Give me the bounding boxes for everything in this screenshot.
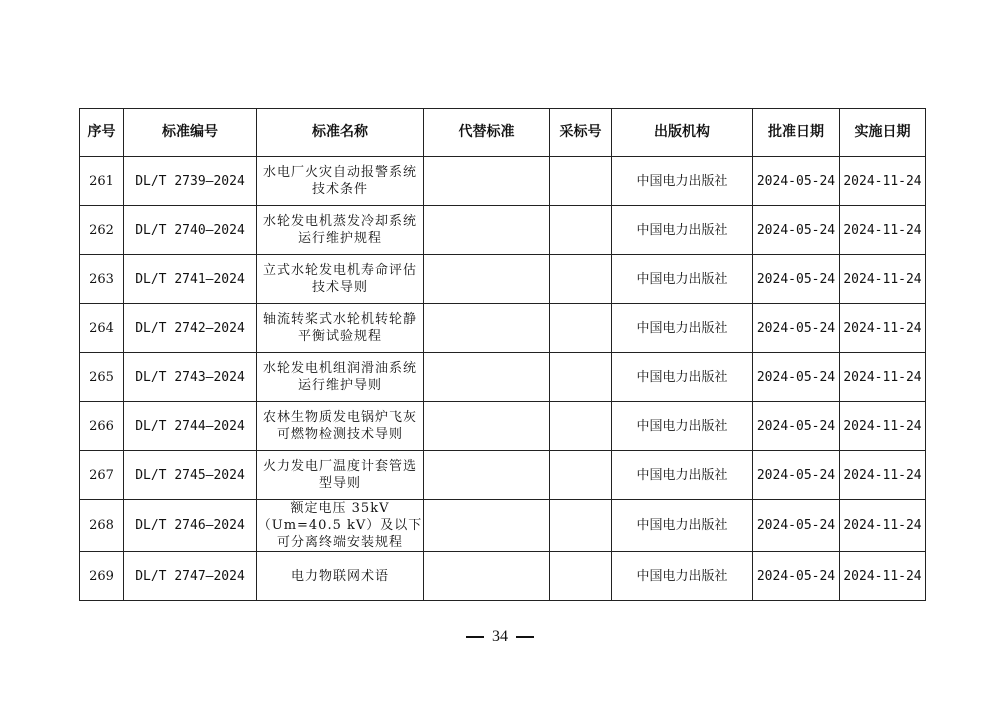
cell-replaces (424, 451, 550, 500)
table-row (80, 451, 926, 500)
cell-approve-date: 2024-05-24 (753, 402, 840, 451)
cell-adopted (550, 255, 612, 304)
header-approve-date: 批准日期 (753, 109, 840, 157)
cell-replaces (424, 500, 550, 552)
cell-name: 水轮发电机蒸发冷却系统运行维护规程 (257, 206, 424, 255)
cell-replaces (424, 206, 550, 255)
cell-adopted (550, 500, 612, 552)
cell-serial: 265 (80, 353, 124, 402)
cell-replaces (424, 304, 550, 353)
cell-publisher: 中国电力出版社 (612, 255, 753, 304)
cell-implement-date: 2024-11-24 (840, 552, 926, 601)
cell-approve-date: 2024-05-24 (753, 552, 840, 601)
cell-replaces (424, 402, 550, 451)
header-replaces: 代替标准 (424, 109, 550, 157)
cell-adopted (550, 353, 612, 402)
table-row (80, 500, 926, 552)
cell-replaces (424, 353, 550, 402)
cell-publisher: 中国电力出版社 (612, 402, 753, 451)
cell-serial: 268 (80, 500, 124, 552)
cell-adopted (550, 157, 612, 206)
page-footer (0, 628, 1000, 646)
cell-name: 额定电压 35kV（Um=40.5 kV）及以下可分离终端安装规程 (257, 501, 423, 550)
cell-implement-date: 2024-11-24 (840, 402, 926, 451)
cell-adopted (550, 206, 612, 255)
cell-replaces (424, 255, 550, 304)
cell-serial: 266 (80, 402, 124, 451)
cell-code: DL/T 2739—2024 (124, 157, 257, 206)
header-name: 标准名称 (257, 109, 424, 157)
cell-approve-date: 2024-05-24 (753, 206, 840, 255)
cell-name: 水轮发电机组润滑油系统运行维护导则 (257, 353, 424, 402)
cell-replaces (424, 552, 550, 601)
table-row (80, 157, 926, 206)
cell-approve-date: 2024-05-24 (753, 304, 840, 353)
table-row (80, 304, 926, 353)
cell-name: 农林生物质发电锅炉飞灰可燃物检测技术导则 (257, 402, 424, 451)
cell-serial: 269 (80, 552, 124, 601)
cell-publisher: 中国电力出版社 (612, 206, 753, 255)
cell-name: 水电厂火灾自动报警系统技术条件 (257, 157, 424, 206)
cell-code: DL/T 2747—2024 (124, 552, 257, 601)
cell-serial: 263 (80, 255, 124, 304)
cell-publisher: 中国电力出版社 (612, 451, 753, 500)
cell-code: DL/T 2742—2024 (124, 304, 257, 353)
header-serial: 序号 (80, 109, 124, 157)
cell-adopted (550, 552, 612, 601)
cell-implement-date: 2024-11-24 (840, 304, 926, 353)
standards-table (79, 108, 926, 601)
cell-adopted (550, 451, 612, 500)
dash-left (466, 636, 484, 638)
cell-approve-date: 2024-05-24 (753, 353, 840, 402)
cell-serial: 267 (80, 451, 124, 500)
table-row (80, 206, 926, 255)
cell-implement-date: 2024-11-24 (840, 500, 926, 552)
cell-implement-date: 2024-11-24 (840, 255, 926, 304)
cell-publisher: 中国电力出版社 (612, 552, 753, 601)
cell-approve-date: 2024-05-24 (753, 500, 840, 552)
cell-publisher: 中国电力出版社 (612, 353, 753, 402)
header-code: 标准编号 (124, 109, 257, 157)
cell-code: DL/T 2741—2024 (124, 255, 257, 304)
cell-serial: 261 (80, 157, 124, 206)
page-number: 34 (492, 628, 508, 645)
cell-code: DL/T 2746—2024 (124, 500, 257, 552)
dash-right (516, 636, 534, 638)
cell-name: 轴流转桨式水轮机转轮静平衡试验规程 (257, 304, 424, 353)
table-header-row (80, 109, 926, 157)
cell-code: DL/T 2744—2024 (124, 402, 257, 451)
header-publisher: 出版机构 (612, 109, 753, 157)
cell-name: 立式水轮发电机寿命评估技术导则 (257, 255, 424, 304)
cell-implement-date: 2024-11-24 (840, 353, 926, 402)
table-row (80, 402, 926, 451)
header-adopted: 采标号 (550, 109, 612, 157)
header-implement-date: 实施日期 (840, 109, 926, 157)
cell-publisher: 中国电力出版社 (612, 304, 753, 353)
cell-implement-date: 2024-11-24 (840, 157, 926, 206)
cell-serial: 264 (80, 304, 124, 353)
cell-approve-date: 2024-05-24 (753, 157, 840, 206)
cell-implement-date: 2024-11-24 (840, 206, 926, 255)
cell-name: 火力发电厂温度计套管选型导则 (257, 451, 424, 500)
cell-replaces (424, 157, 550, 206)
cell-publisher: 中国电力出版社 (612, 157, 753, 206)
table-row (80, 255, 926, 304)
cell-implement-date: 2024-11-24 (840, 451, 926, 500)
cell-serial: 262 (80, 206, 124, 255)
cell-code: DL/T 2745—2024 (124, 451, 257, 500)
cell-adopted (550, 402, 612, 451)
cell-approve-date: 2024-05-24 (753, 255, 840, 304)
cell-adopted (550, 304, 612, 353)
table-row (80, 353, 926, 402)
cell-publisher: 中国电力出版社 (612, 500, 753, 552)
cell-code: DL/T 2740—2024 (124, 206, 257, 255)
cell-name: 电力物联网术语 (257, 552, 424, 601)
table-row (80, 552, 926, 601)
cell-code: DL/T 2743—2024 (124, 353, 257, 402)
cell-approve-date: 2024-05-24 (753, 451, 840, 500)
